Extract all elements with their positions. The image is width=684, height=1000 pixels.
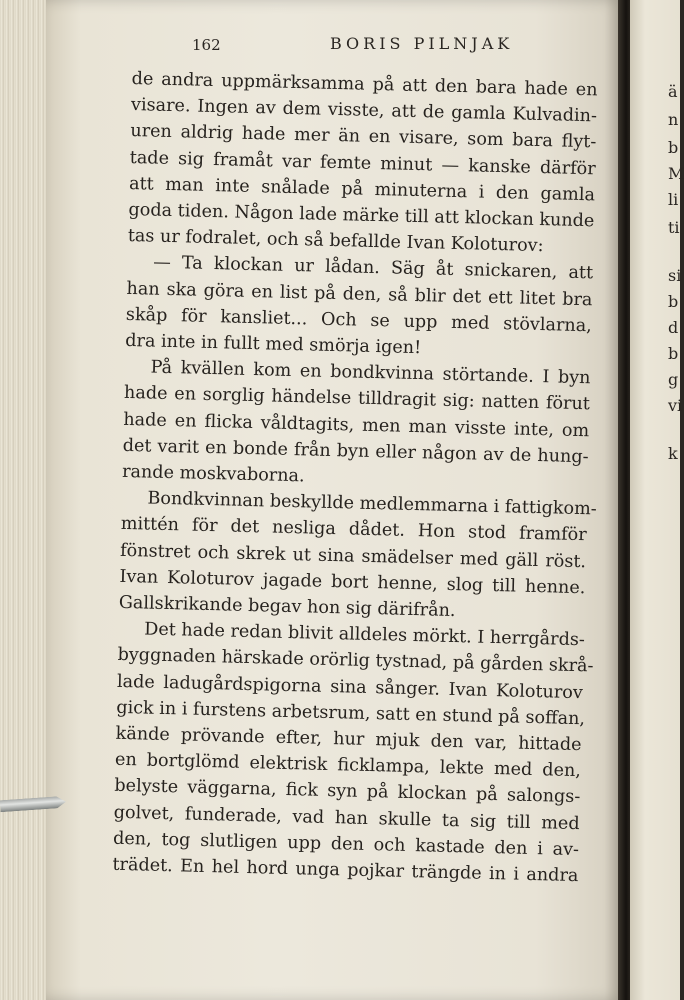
page-header — [192, 28, 642, 58]
facing-page-fragment: b — [668, 344, 679, 363]
facing-page-edge — [630, 0, 684, 1000]
text-line: en bortglömd elektrisk ficklampa, lekte med den, — [114, 750, 582, 782]
text-line: det varit en bonde från byn eller någon av de hung- — [122, 435, 589, 468]
text-line: På kvällen kom en bondkvinna störtande. I byn — [150, 357, 591, 389]
facing-page-fragment: ä — [668, 82, 678, 101]
facing-page-fragment: M — [668, 164, 684, 183]
text-line: visare. Ingen av dem visste, att de gamla Kulvadin- — [130, 95, 598, 127]
facing-page-fragment: si — [668, 266, 682, 285]
text-line: han ska göra en list på den, så blir det ett litet bra — [126, 278, 593, 310]
text-line: kände prövande efter, hur mjuk den var, hittade — [115, 723, 582, 756]
facing-page-fragment: b — [668, 292, 679, 311]
text-line: goda tiden. Någon lade märke till att klockan kunde — [128, 199, 595, 232]
text-line: golvet, funderade, vad han skulle ta sig till med — [113, 802, 580, 834]
text-line: fönstret och skrek ut sina smädelser med gäll röst. — [119, 540, 587, 572]
text-line: byggnaden härskade orörlig tystnad, på gården skrå- — [117, 645, 594, 677]
body-text — [112, 66, 598, 889]
facing-page-fragment: b — [668, 138, 679, 157]
text-line: lade ladugårdspigorna sina sånger. Ivan Koloturov — [116, 671, 584, 703]
text-line: tas ur fodralet, och så befallde Ivan Koloturov: — [127, 226, 544, 257]
text-line: Gallskrikande begav hon sig därifrån. — [118, 592, 456, 622]
text-line: gick in i furstens arbetsrum, satt en stund på soffan, — [116, 697, 586, 730]
text-line: tade sig framåt var femte minut — kanske därför — [129, 147, 596, 179]
running-head: BORIS PILNJAK — [330, 34, 514, 53]
text-line: att man inte snålade på minuterna i den gamla — [128, 173, 596, 206]
page-edges-stack — [0, 0, 48, 1000]
text-line: Det hade redan blivit alldeles mörkt. I herrgårds- — [143, 619, 586, 651]
text-line: de andra uppmärksamma på att den bara hade en — [131, 68, 598, 101]
page-number: 162 — [192, 36, 221, 54]
facing-page-fragment: k — [668, 444, 678, 463]
facing-page-fragment: g — [668, 370, 679, 389]
text-line: Bondkvinnan beskyllde medlemmarna i fattigkom- — [147, 488, 597, 520]
facing-page-fragment: ti — [668, 218, 680, 237]
text-line: skåp för kansliet... Och se upp med stövlarna, — [125, 304, 593, 337]
text-line: hade en flicka våldtagits, men man visste inte, om — [123, 409, 590, 441]
text-line: rande moskvaborna. — [121, 461, 305, 487]
facing-page-fragment: vi — [668, 396, 683, 415]
text-line: den, tog slutligen upp den och kastade den i av- — [112, 828, 580, 861]
facing-page-fragment: n — [668, 110, 679, 129]
text-line: uren aldrig hade mer än en visare, som bara flyt- — [130, 121, 597, 153]
text-line: — Ta klockan ur lådan. Säg åt snickaren, att — [152, 253, 594, 284]
facing-page-fragment: li — [668, 190, 679, 209]
text-line: hade en sorglig händelse tilldragit sig: natten förut — [123, 383, 591, 415]
text-line: trädet. En hel hord unga pojkar trängde in i andra — [112, 854, 579, 887]
text-line: belyste väggarna, fick syn på klockan på salongs- — [114, 776, 581, 808]
text-line: dra inte in fullt med smörja igen! — [125, 330, 422, 359]
text-line: mittén för det nesliga dådet. Hon stod framför — [120, 514, 587, 546]
facing-page-fragment: d — [668, 318, 679, 337]
text-line: Ivan Koloturov jagade bort henne, slog till henne. — [119, 566, 586, 599]
